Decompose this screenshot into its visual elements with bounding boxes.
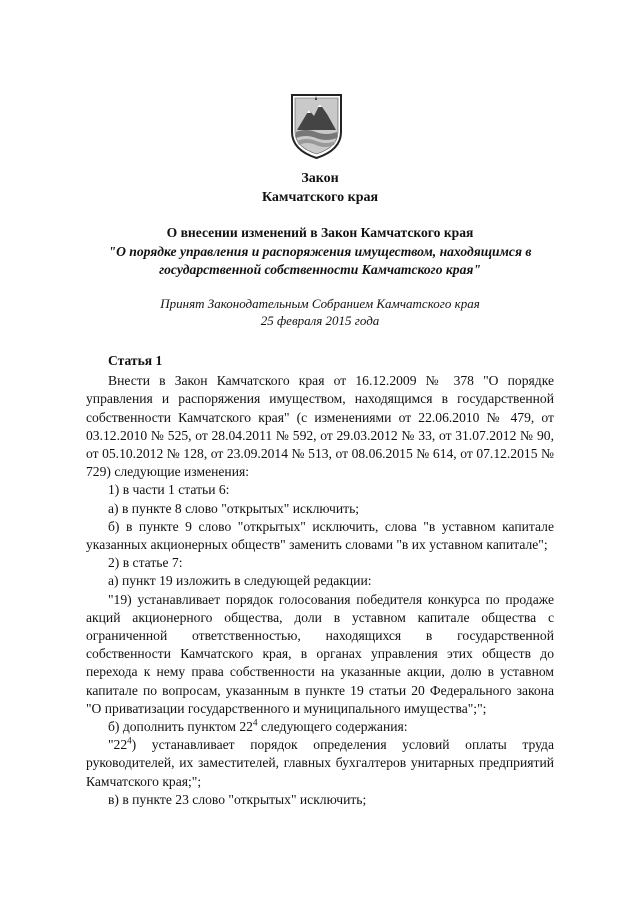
accepted-date: 25 февраля 2015 года: [260, 313, 380, 328]
item-1: 1) в части 1 статьи 6:: [108, 482, 230, 498]
document-subject: [60, 224, 580, 280]
subject-line-1: О внесении изменений в Закон Камчатского края: [166, 225, 474, 240]
article-intro: Внести в Закон Камчатского края от 16.12.2009 № 378 "О порядке управления и распоряжения имуществом, находящимся в государственной собственности Камчатского края" (с изменениями от 22.06.2010 № 479, от 03.12.2010 № 525, от 28.04.2011 № 592, от 29.03.2012 № 33, от 31.07.2012 № 90, от 05.10.2012 № 128, от 23.09.2014 № 513, от 08.06.2015 № 614, от 07.12.2015 № 729) следующие изменения:: [86, 373, 554, 480]
item-2b: [108, 718, 554, 736]
item-1b: б) в пункте 9 слово "открытых" исключить, слова "в уставном капитале указанных акционерных обществ" заменить словами "в их уставном капитале";: [86, 518, 554, 553]
item-2b-text-pre: "22: [108, 737, 128, 753]
document-type: Закон: [301, 171, 339, 186]
item-2b-text-sup: 4: [127, 735, 132, 746]
acceptance-note: [60, 295, 580, 329]
article-body: [86, 352, 554, 809]
item-2b-sup: 4: [252, 717, 258, 728]
coat-of-arms-icon: [289, 92, 344, 160]
item-2b-text: [86, 736, 554, 791]
item-2b-post: следующего содержания:: [257, 719, 408, 735]
article-heading: Статья 1: [108, 353, 163, 368]
item-2a: а) пункт 19 изложить в следующей редакции:: [108, 573, 372, 589]
subject-line-3: государственной собственности Камчатского края": [159, 262, 481, 277]
accepted-by: Принят Законодательным Собранием Камчатского края: [160, 296, 480, 311]
item-1a: а) в пункте 8 слово "открытых" исключить;: [108, 500, 360, 516]
item-2b-text-post: ) устанавливает порядок определения условий оплаты труда руководителей, их заместителей, главных бухгалтеров унитарных предприятий Камчатского края;";: [86, 737, 554, 789]
item-2c: в) в пункте 23 слово "открытых" исключить;: [108, 791, 367, 807]
item-2b-pre: б) дополнить пунктом 22: [108, 719, 253, 735]
document-region: Камчатского края: [261, 190, 379, 205]
item-2a-text: "19) устанавливает порядок голосования победителя конкурса по продаже акций акционерного общества, доли в уставном капитале общества с ограниченной ответственностью, находящихся в государственной собственности Камчатского края, в органах управления этих обществ до перехода к нему права собственности на указанные акции, долю в уставном капитале по вопросам, указанным в пункте 19 статьи 20 Федерального закона "О приватизации государственного и муниципального имущества";";: [86, 591, 554, 716]
item-2: 2) в статье 7:: [108, 555, 183, 571]
subject-line-2: "О порядке управления и распоряжения имуществом, находящимся в: [108, 243, 532, 259]
